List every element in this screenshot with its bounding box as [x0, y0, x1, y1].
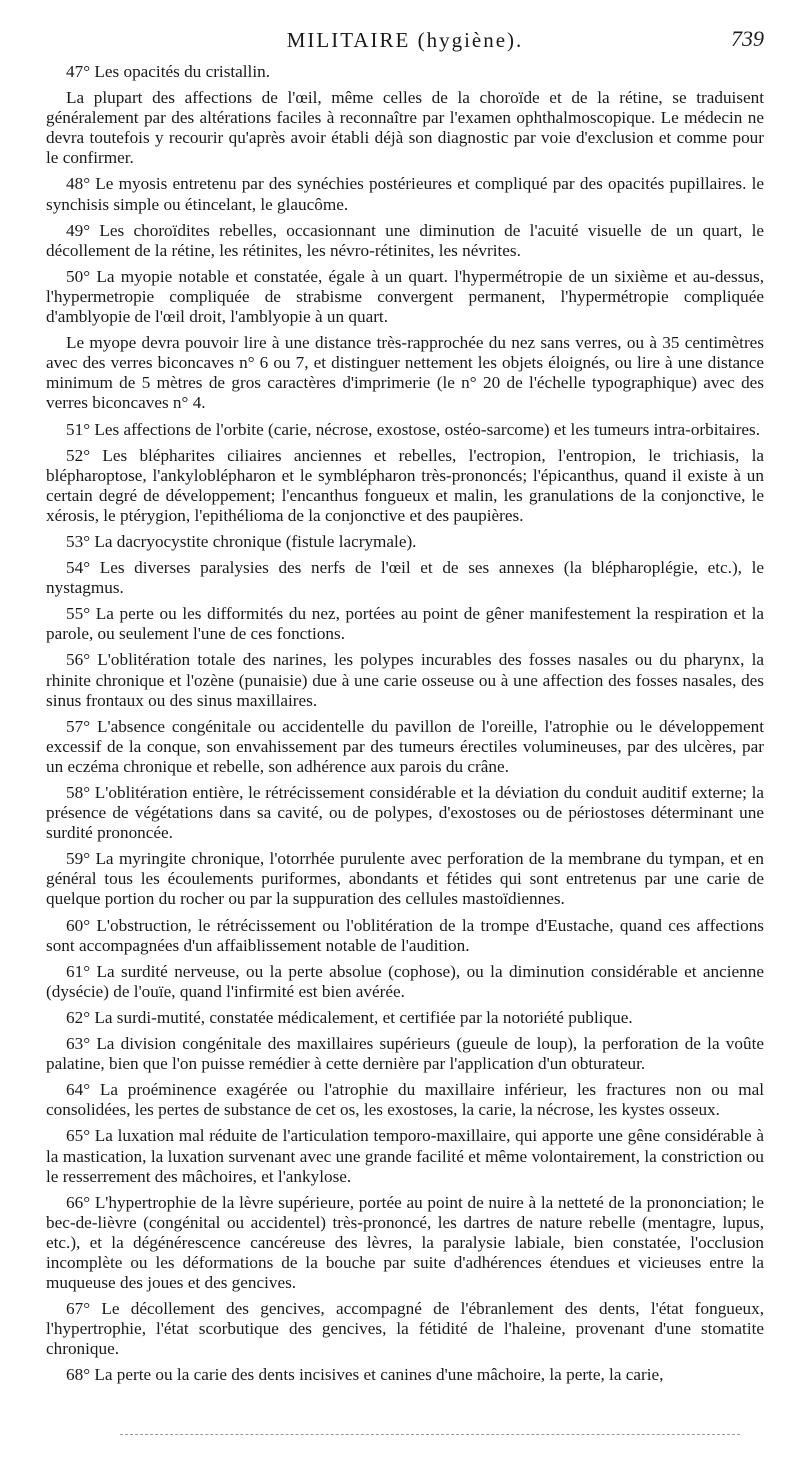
paragraph-number: 68°	[66, 1365, 91, 1385]
paragraph-number: 47°	[66, 62, 91, 81]
paragraph-text: La myringite chronique, l'otorrhée purulente avec perforation de la membrane du tympan, et en général tous les écoulements puriformes, abondants et fétides qui sont entretenus par une carie de quelque portion du rocher ou par la suppuration des cellules mastoïdiennes.	[46, 849, 764, 909]
paragraph-number: 51°	[66, 419, 91, 439]
paragraph-text: La dacryocystite chronique (fistule lacrymale).	[94, 531, 417, 551]
paragraph-text: Le myosis entretenu par des synéchies postérieures et compliqué par des opacités pupillaires. le synchisis simple ou étincelant, le glaucôme.	[46, 174, 764, 214]
page-header	[46, 28, 764, 62]
paragraph-text: Les opacités du cristallin.	[94, 62, 271, 81]
paragraph-text: L'obstruction, le rétrécissement ou l'oblitération de la trompe d'Eustache, quand ces affections sont accompagnées d'un affaiblissement notable de l'audition.	[46, 915, 764, 955]
paragraph-number: 66°	[66, 1192, 91, 1212]
paragraph-text: La perte ou les difformités du nez, portées au point de gêner manifestement la respiration et la parole, ou seulement l'une de ces fonctions.	[46, 604, 765, 644]
paragraph-text: La luxation mal réduite de l'articulation temporo-maxillaire, qui apporte une gêne considérable à la mastication, la luxation survenant avec une grande facilité et même volontairement, la constriction ou le resserrement des mâchoires, et l'ankylose.	[46, 1126, 765, 1186]
paragraph-text: La division congénitale des maxillaires supérieurs (gueule de loup), la perforation de la voûte palatine, bien que l'on puisse remédier à cette dernière par l'application d'un obturateur.	[46, 1034, 764, 1074]
paragraph	[46, 604, 764, 644]
paragraph	[46, 221, 764, 261]
paragraph	[46, 88, 764, 168]
paragraph-number: 54°	[66, 558, 91, 578]
paragraph-text: Les diverses paralysies des nerfs de l'œil et de ses annexes (la blépharoplégie, etc.), le nystagmus.	[46, 558, 765, 598]
paragraph-text: La proéminence exagérée ou l'atrophie du maxillaire inférieur, les fractures non ou mal consolidées, les pertes de substance de cet os, les exostoses, la carie, la nécrose, les kystes osseux.	[46, 1080, 764, 1120]
paragraph	[46, 1126, 764, 1186]
paragraph	[46, 849, 764, 909]
paragraph	[46, 962, 764, 1002]
paragraph	[46, 1034, 764, 1074]
paragraph-number: 49°	[66, 220, 91, 240]
paragraph	[46, 1193, 764, 1293]
paragraph-number: 48°	[66, 174, 91, 194]
paragraph-text: La perte ou la carie des dents incisives et canines d'une mâchoire, la perte, la carie,	[94, 1365, 664, 1385]
paragraph-number: 63°	[66, 1034, 91, 1054]
paragraph-text: Les choroïdites rebelles, occasionnant une diminution de l'acuité visuelle de un quart, le décollement de la rétine, les rétinites, les névro-rétinites, les névrites.	[46, 220, 764, 260]
paragraph	[46, 174, 764, 214]
paragraph	[46, 1299, 764, 1359]
paragraph-number: 57°	[66, 716, 91, 736]
running-title: MILITAIRE (hygiène).	[286, 28, 524, 52]
paragraph-text: Le myope devra pouvoir lire à une distance très-rapprochée du nez sans verres, ou à 35 centimètres avec des verres biconcaves n° 6 ou 7, et distinguer nettement les objets éloignés, ou lire à une distance minimum de 5 mètres de gros caractères d'imprimerie (le n° 20 de l'échelle typographique) avec des verres biconcaves n° 4.	[46, 333, 764, 413]
paragraph	[46, 1008, 764, 1028]
paragraph-text: La surdi-mutité, constatée médicalement, et certifiée par la notoriété publique.	[94, 1007, 633, 1027]
paragraph	[46, 783, 764, 843]
body-text	[46, 62, 764, 1386]
paragraph-text: La myopie notable et constatée, égale à un quart. l'hypermétropie de un sixième et au-dessus, l'hypermetropie compliquée de strabisme convergent permanent, l'hypermétropie compliquée d'amblyopie de l'œil droit, l'amblyopie à un quart.	[46, 266, 765, 327]
paragraph	[46, 916, 764, 956]
paragraph-number: 62°	[66, 1007, 91, 1027]
paragraph	[46, 558, 764, 598]
page-number: 739	[731, 26, 764, 51]
paragraph	[46, 1365, 764, 1385]
paragraph	[46, 717, 764, 777]
paragraph-text: L'absence congénitale ou accidentelle du pavillon de l'oreille, l'atrophie ou le développement excessif de la conque, son envahissement par des tumeurs érectiles volumineuses, par des ulcères, par un eczéma chronique et rebelle, son adhérence aux parois du crâne.	[46, 716, 765, 776]
paragraph-text: Les affections de l'orbite (carie, nécrose, exostose, ostéo-sarcome) et les tumeurs intra-orbitaires.	[94, 419, 761, 439]
paragraph	[46, 650, 764, 710]
paragraph-number: 53°	[66, 531, 91, 551]
paragraph	[46, 267, 764, 327]
paragraph-number: 55°	[66, 604, 91, 624]
paragraph-text: Les blépharites ciliaires anciennes et rebelles, l'ectropion, l'entropion, le trichiasis, la blépharoptose, l'ankyloblépharon et le symblépharon très-prononcés; l'épicanthus, quand il existe à un certain degré de développement; l'encanthus fongueux et malin, les granulations de la conjonctive, le xérosis, le ptérygion, l'epithélioma de la conjonctive et des paupières.	[46, 445, 765, 525]
paragraph	[46, 333, 764, 413]
paragraph	[46, 62, 764, 82]
paragraph	[46, 1080, 764, 1120]
paragraph-text: L'oblitération entière, le rétrécissement considérable et la déviation du conduit auditif externe; la présence de végétations dans sa cavité, ou de polypes, d'exostoses ou de périostoses déterminant une surdité prononcée.	[46, 783, 765, 843]
paragraph-text: L'oblitération totale des narines, les polypes incurables des fosses nasales ou du pharynx, la rhinite chronique et l'ozène (punaisie) due à une carie osseuse ou à une affection des fosses nasales, des sinus frontaux ou des sinus maxillaires.	[46, 650, 764, 710]
paragraph-text: Le décollement des gencives, accompagné de l'ébranlement des dents, l'état fongueux, l'hypertrophie, l'état scorbutique des gencives, la fétidité de l'haleine, provenant d'une stomatite chronique.	[46, 1299, 764, 1359]
paragraph-number: 64°	[66, 1080, 91, 1100]
paragraph-number: 61°	[66, 961, 91, 981]
paragraph	[46, 420, 764, 440]
paragraph-text: La plupart des affections de l'œil, même celles de la choroïde et de la rétine, se traduisent généralement par des altérations faciles à reconnaître par l'examen ophthalmoscopique. Le médecin ne devra toutefois y recourir qu'après avoir établi déjà son diagnostic par voie d'exclusion et comme pour le confirmer.	[46, 88, 764, 168]
paragraph-number: 58°	[66, 783, 91, 802]
paragraph-number: 52°	[66, 445, 91, 465]
paragraph	[46, 446, 764, 526]
paragraph-number: 59°	[66, 849, 91, 869]
paragraph	[46, 532, 764, 552]
paragraph-text: L'hypertrophie de la lèvre supérieure, portée au point de nuire à la netteté de la prononciation; le bec-de-lièvre (congénital ou accidentel) très-prononcé, les dartres de nature rebelle (mentagre, lupus, etc.), et la dégénérescence cancéreuse des lèvres, la paralysie labiale, bien constatée, l'occlusion incomplète ou les déformations de la bouche par suite d'adhérences étendues et vicieuses entre la muqueuse des joues et des gencives.	[46, 1192, 765, 1293]
paragraph-number: 60°	[66, 915, 91, 935]
paragraph-number: 67°	[66, 1299, 91, 1319]
paragraph-number: 65°	[66, 1126, 91, 1146]
paragraph-number: 56°	[66, 650, 91, 670]
footer-rule	[120, 1434, 740, 1435]
paragraph-text: La surdité nerveuse, ou la perte absolue (cophose), ou la diminution considérable et ancienne (dysécie) de l'ouïe, quand l'infirmité est bien avérée.	[46, 961, 765, 1001]
paragraph-number: 50°	[66, 266, 91, 286]
